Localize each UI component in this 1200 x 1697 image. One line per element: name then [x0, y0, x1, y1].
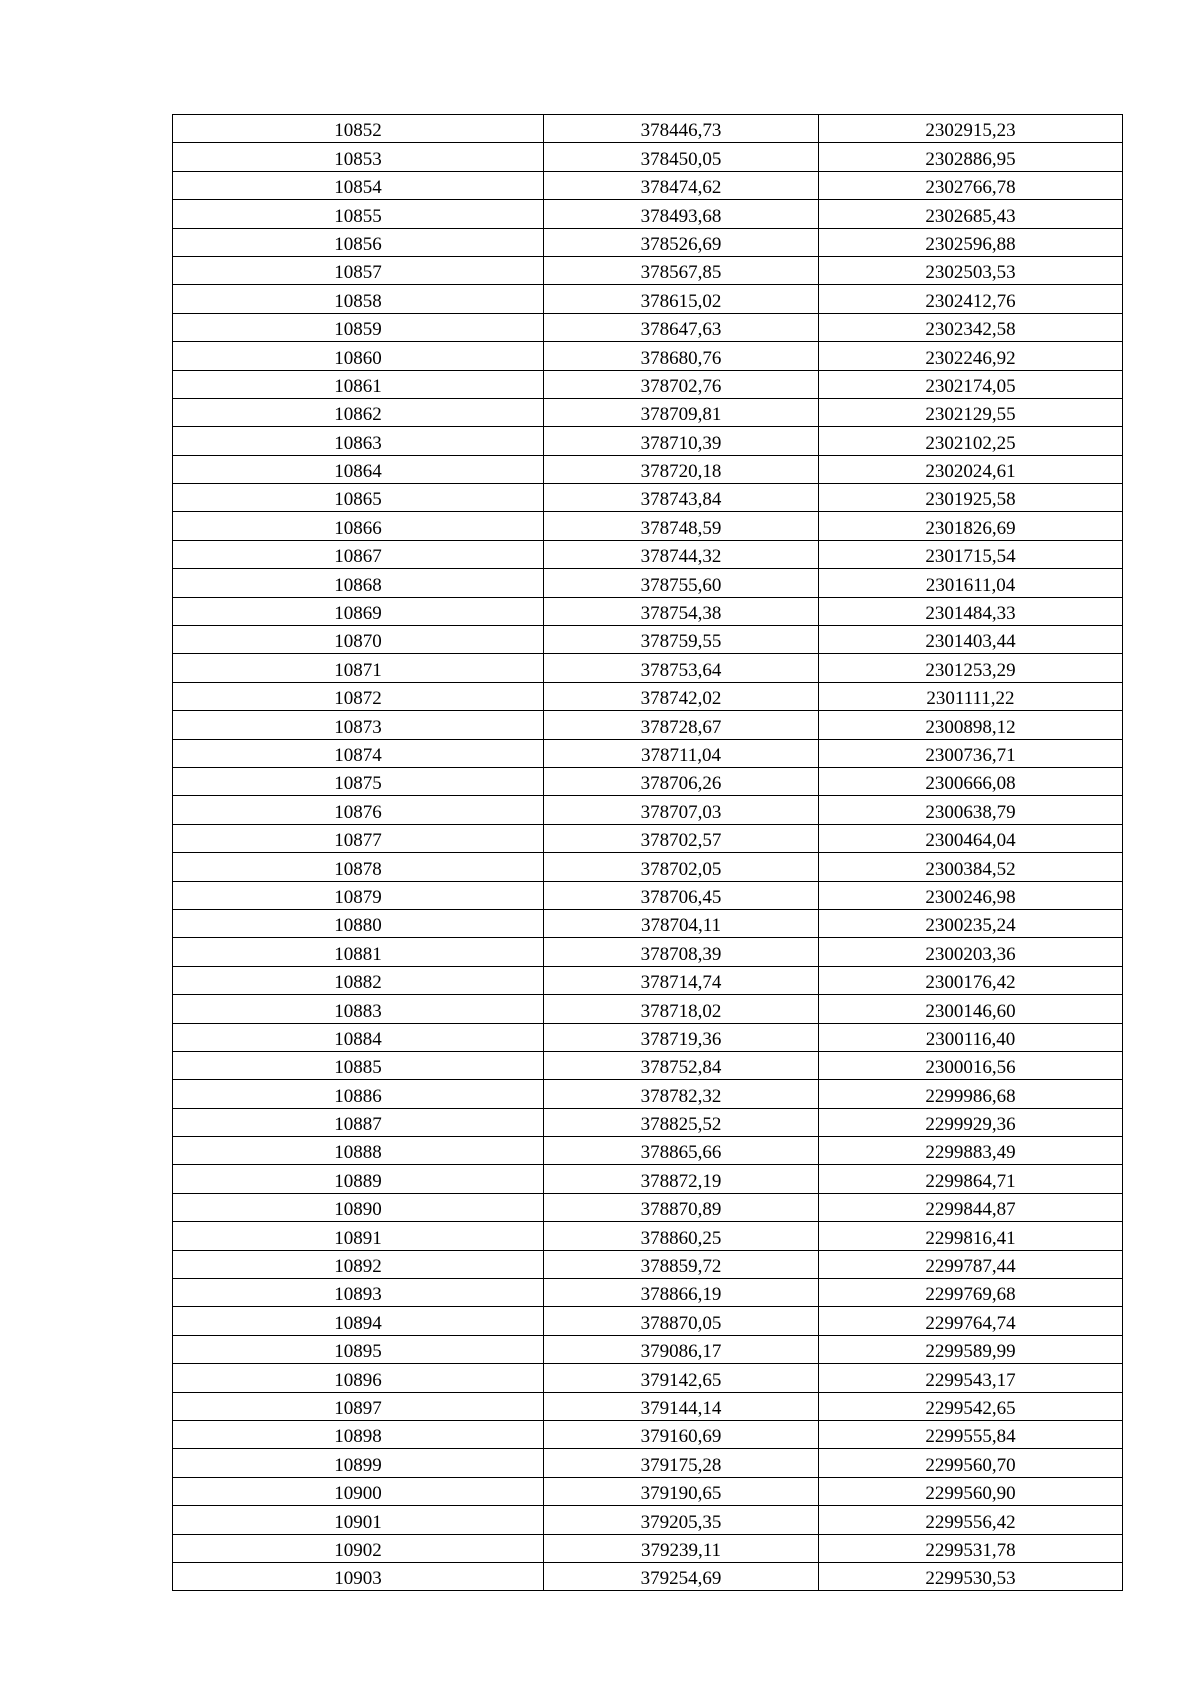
y-coordinate-cell: 2299769,68	[819, 1279, 1123, 1307]
y-coordinate-cell: 2300666,08	[819, 767, 1123, 795]
y-coordinate-cell: 2301484,33	[819, 597, 1123, 625]
y-coordinate-cell: 2301715,54	[819, 540, 1123, 568]
table-row	[173, 1364, 1123, 1392]
table-row	[173, 398, 1123, 426]
table-row	[173, 569, 1123, 597]
table-row	[173, 1562, 1123, 1590]
table-row	[173, 228, 1123, 256]
y-coordinate-cell: 2302503,53	[819, 256, 1123, 284]
x-coordinate-cell: 378567,85	[544, 256, 819, 284]
y-coordinate-cell: 2299764,74	[819, 1307, 1123, 1335]
table-row	[173, 938, 1123, 966]
x-coordinate-cell: 378714,74	[544, 966, 819, 994]
x-coordinate-cell: 378782,32	[544, 1080, 819, 1108]
x-coordinate-cell: 378709,81	[544, 398, 819, 426]
point-number-cell: 10874	[173, 739, 544, 767]
point-number-cell: 10866	[173, 512, 544, 540]
y-coordinate-cell: 2301403,44	[819, 626, 1123, 654]
point-number-cell: 10881	[173, 938, 544, 966]
point-number-cell: 10856	[173, 228, 544, 256]
y-coordinate-cell: 2299555,84	[819, 1420, 1123, 1448]
y-coordinate-cell: 2299816,41	[819, 1222, 1123, 1250]
x-coordinate-cell: 378825,52	[544, 1108, 819, 1136]
point-number-cell: 10854	[173, 171, 544, 199]
table-row	[173, 1051, 1123, 1079]
table-row	[173, 881, 1123, 909]
table-row	[173, 909, 1123, 937]
x-coordinate-cell: 379086,17	[544, 1335, 819, 1363]
table-row	[173, 1250, 1123, 1278]
x-coordinate-cell: 378647,63	[544, 313, 819, 341]
y-coordinate-cell: 2299864,71	[819, 1165, 1123, 1193]
point-number-cell: 10895	[173, 1335, 544, 1363]
y-coordinate-cell: 2302886,95	[819, 143, 1123, 171]
table-row	[173, 200, 1123, 228]
x-coordinate-cell: 378702,57	[544, 824, 819, 852]
x-coordinate-cell: 378680,76	[544, 342, 819, 370]
table-row	[173, 1335, 1123, 1363]
x-coordinate-cell: 378866,19	[544, 1279, 819, 1307]
point-number-cell: 10852	[173, 115, 544, 143]
point-number-cell: 10873	[173, 711, 544, 739]
table-row	[173, 512, 1123, 540]
point-number-cell: 10858	[173, 285, 544, 313]
x-coordinate-cell: 378748,59	[544, 512, 819, 540]
table-row	[173, 313, 1123, 341]
y-coordinate-cell: 2299556,42	[819, 1506, 1123, 1534]
point-number-cell: 10869	[173, 597, 544, 625]
point-number-cell: 10888	[173, 1137, 544, 1165]
table-row	[173, 767, 1123, 795]
y-coordinate-cell: 2302342,58	[819, 313, 1123, 341]
point-number-cell: 10886	[173, 1080, 544, 1108]
x-coordinate-cell: 378728,67	[544, 711, 819, 739]
point-number-cell: 10870	[173, 626, 544, 654]
point-number-cell: 10891	[173, 1222, 544, 1250]
point-number-cell: 10877	[173, 824, 544, 852]
table-row	[173, 824, 1123, 852]
table-row	[173, 682, 1123, 710]
y-coordinate-cell: 2300638,79	[819, 796, 1123, 824]
x-coordinate-cell: 378718,02	[544, 995, 819, 1023]
point-number-cell: 10875	[173, 767, 544, 795]
point-number-cell: 10882	[173, 966, 544, 994]
table-row	[173, 739, 1123, 767]
point-number-cell: 10889	[173, 1165, 544, 1193]
point-number-cell: 10901	[173, 1506, 544, 1534]
table-row	[173, 1534, 1123, 1562]
y-coordinate-cell: 2300016,56	[819, 1051, 1123, 1079]
x-coordinate-cell: 378720,18	[544, 455, 819, 483]
x-coordinate-cell: 379144,14	[544, 1392, 819, 1420]
y-coordinate-cell: 2299543,17	[819, 1364, 1123, 1392]
y-coordinate-cell: 2301253,29	[819, 654, 1123, 682]
table-row	[173, 171, 1123, 199]
point-number-cell: 10887	[173, 1108, 544, 1136]
point-number-cell: 10902	[173, 1534, 544, 1562]
table-row	[173, 285, 1123, 313]
y-coordinate-cell: 2302766,78	[819, 171, 1123, 199]
table-row	[173, 1506, 1123, 1534]
table-row	[173, 1080, 1123, 1108]
table-row	[173, 427, 1123, 455]
table-row	[173, 342, 1123, 370]
y-coordinate-cell: 2302246,92	[819, 342, 1123, 370]
point-number-cell: 10894	[173, 1307, 544, 1335]
point-number-cell: 10892	[173, 1250, 544, 1278]
table-row	[173, 1449, 1123, 1477]
x-coordinate-cell: 378859,72	[544, 1250, 819, 1278]
point-number-cell: 10865	[173, 484, 544, 512]
y-coordinate-cell: 2299560,90	[819, 1477, 1123, 1505]
point-number-cell: 10885	[173, 1051, 544, 1079]
table-row	[173, 1222, 1123, 1250]
x-coordinate-cell: 378704,11	[544, 909, 819, 937]
x-coordinate-cell: 378450,05	[544, 143, 819, 171]
x-coordinate-cell: 378474,62	[544, 171, 819, 199]
x-coordinate-cell: 378754,38	[544, 597, 819, 625]
coordinates-table-body	[173, 115, 1123, 1591]
y-coordinate-cell: 2299531,78	[819, 1534, 1123, 1562]
point-number-cell: 10879	[173, 881, 544, 909]
table-row	[173, 626, 1123, 654]
y-coordinate-cell: 2299883,49	[819, 1137, 1123, 1165]
point-number-cell: 10872	[173, 682, 544, 710]
table-row	[173, 853, 1123, 881]
point-number-cell: 10896	[173, 1364, 544, 1392]
coordinates-table	[172, 114, 1123, 1591]
point-number-cell: 10871	[173, 654, 544, 682]
point-number-cell: 10898	[173, 1420, 544, 1448]
y-coordinate-cell: 2300176,42	[819, 966, 1123, 994]
y-coordinate-cell: 2301611,04	[819, 569, 1123, 597]
x-coordinate-cell: 378742,02	[544, 682, 819, 710]
point-number-cell: 10899	[173, 1449, 544, 1477]
y-coordinate-cell: 2301925,58	[819, 484, 1123, 512]
y-coordinate-cell: 2299530,53	[819, 1562, 1123, 1590]
x-coordinate-cell: 378743,84	[544, 484, 819, 512]
y-coordinate-cell: 2300146,60	[819, 995, 1123, 1023]
y-coordinate-cell: 2302024,61	[819, 455, 1123, 483]
table-row	[173, 1392, 1123, 1420]
y-coordinate-cell: 2299787,44	[819, 1250, 1123, 1278]
point-number-cell: 10855	[173, 200, 544, 228]
x-coordinate-cell: 378493,68	[544, 200, 819, 228]
point-number-cell: 10897	[173, 1392, 544, 1420]
table-row	[173, 1165, 1123, 1193]
point-number-cell: 10867	[173, 540, 544, 568]
table-row	[173, 796, 1123, 824]
point-number-cell: 10853	[173, 143, 544, 171]
x-coordinate-cell: 378759,55	[544, 626, 819, 654]
table-row	[173, 143, 1123, 171]
x-coordinate-cell: 379205,35	[544, 1506, 819, 1534]
x-coordinate-cell: 378870,89	[544, 1193, 819, 1221]
x-coordinate-cell: 378702,76	[544, 370, 819, 398]
table-row	[173, 1023, 1123, 1051]
y-coordinate-cell: 2300246,98	[819, 881, 1123, 909]
y-coordinate-cell: 2302412,76	[819, 285, 1123, 313]
x-coordinate-cell: 378711,04	[544, 739, 819, 767]
y-coordinate-cell: 2301111,22	[819, 682, 1123, 710]
table-row	[173, 1420, 1123, 1448]
y-coordinate-cell: 2302129,55	[819, 398, 1123, 426]
y-coordinate-cell: 2302685,43	[819, 200, 1123, 228]
y-coordinate-cell: 2302596,88	[819, 228, 1123, 256]
point-number-cell: 10861	[173, 370, 544, 398]
x-coordinate-cell: 378870,05	[544, 1307, 819, 1335]
table-row	[173, 1137, 1123, 1165]
point-number-cell: 10878	[173, 853, 544, 881]
y-coordinate-cell: 2302102,25	[819, 427, 1123, 455]
point-number-cell: 10864	[173, 455, 544, 483]
point-number-cell: 10893	[173, 1279, 544, 1307]
point-number-cell: 10876	[173, 796, 544, 824]
x-coordinate-cell: 378702,05	[544, 853, 819, 881]
table-row	[173, 484, 1123, 512]
x-coordinate-cell: 378865,66	[544, 1137, 819, 1165]
x-coordinate-cell: 379254,69	[544, 1562, 819, 1590]
x-coordinate-cell: 378708,39	[544, 938, 819, 966]
y-coordinate-cell: 2300464,04	[819, 824, 1123, 852]
table-row	[173, 1193, 1123, 1221]
y-coordinate-cell: 2300203,36	[819, 938, 1123, 966]
table-row	[173, 115, 1123, 143]
point-number-cell: 10884	[173, 1023, 544, 1051]
point-number-cell: 10900	[173, 1477, 544, 1505]
x-coordinate-cell: 378752,84	[544, 1051, 819, 1079]
y-coordinate-cell: 2300116,40	[819, 1023, 1123, 1051]
point-number-cell: 10860	[173, 342, 544, 370]
x-coordinate-cell: 378753,64	[544, 654, 819, 682]
x-coordinate-cell: 379142,65	[544, 1364, 819, 1392]
x-coordinate-cell: 378526,69	[544, 228, 819, 256]
table-row	[173, 1279, 1123, 1307]
y-coordinate-cell: 2299986,68	[819, 1080, 1123, 1108]
x-coordinate-cell: 379160,69	[544, 1420, 819, 1448]
table-row	[173, 455, 1123, 483]
x-coordinate-cell: 378706,45	[544, 881, 819, 909]
table-row	[173, 711, 1123, 739]
x-coordinate-cell: 378719,36	[544, 1023, 819, 1051]
point-number-cell: 10890	[173, 1193, 544, 1221]
y-coordinate-cell: 2299589,99	[819, 1335, 1123, 1363]
point-number-cell: 10862	[173, 398, 544, 426]
x-coordinate-cell: 379175,28	[544, 1449, 819, 1477]
table-row	[173, 1307, 1123, 1335]
point-number-cell: 10857	[173, 256, 544, 284]
x-coordinate-cell: 379239,11	[544, 1534, 819, 1562]
x-coordinate-cell: 379190,65	[544, 1477, 819, 1505]
table-row	[173, 540, 1123, 568]
y-coordinate-cell: 2300384,52	[819, 853, 1123, 881]
y-coordinate-cell: 2300736,71	[819, 739, 1123, 767]
table-row	[173, 1108, 1123, 1136]
point-number-cell: 10868	[173, 569, 544, 597]
table-row	[173, 654, 1123, 682]
y-coordinate-cell: 2300235,24	[819, 909, 1123, 937]
x-coordinate-cell: 378860,25	[544, 1222, 819, 1250]
table-row	[173, 370, 1123, 398]
point-number-cell: 10859	[173, 313, 544, 341]
table-row	[173, 995, 1123, 1023]
x-coordinate-cell: 378872,19	[544, 1165, 819, 1193]
table-row	[173, 256, 1123, 284]
x-coordinate-cell: 378707,03	[544, 796, 819, 824]
table-row	[173, 1477, 1123, 1505]
table-row	[173, 966, 1123, 994]
y-coordinate-cell: 2299542,65	[819, 1392, 1123, 1420]
point-number-cell: 10880	[173, 909, 544, 937]
y-coordinate-cell: 2301826,69	[819, 512, 1123, 540]
x-coordinate-cell: 378744,32	[544, 540, 819, 568]
x-coordinate-cell: 378710,39	[544, 427, 819, 455]
y-coordinate-cell: 2302915,23	[819, 115, 1123, 143]
table-row	[173, 597, 1123, 625]
x-coordinate-cell: 378755,60	[544, 569, 819, 597]
point-number-cell: 10903	[173, 1562, 544, 1590]
y-coordinate-cell: 2299560,70	[819, 1449, 1123, 1477]
point-number-cell: 10883	[173, 995, 544, 1023]
y-coordinate-cell: 2299844,87	[819, 1193, 1123, 1221]
x-coordinate-cell: 378615,02	[544, 285, 819, 313]
x-coordinate-cell: 378446,73	[544, 115, 819, 143]
y-coordinate-cell: 2300898,12	[819, 711, 1123, 739]
y-coordinate-cell: 2299929,36	[819, 1108, 1123, 1136]
y-coordinate-cell: 2302174,05	[819, 370, 1123, 398]
point-number-cell: 10863	[173, 427, 544, 455]
x-coordinate-cell: 378706,26	[544, 767, 819, 795]
